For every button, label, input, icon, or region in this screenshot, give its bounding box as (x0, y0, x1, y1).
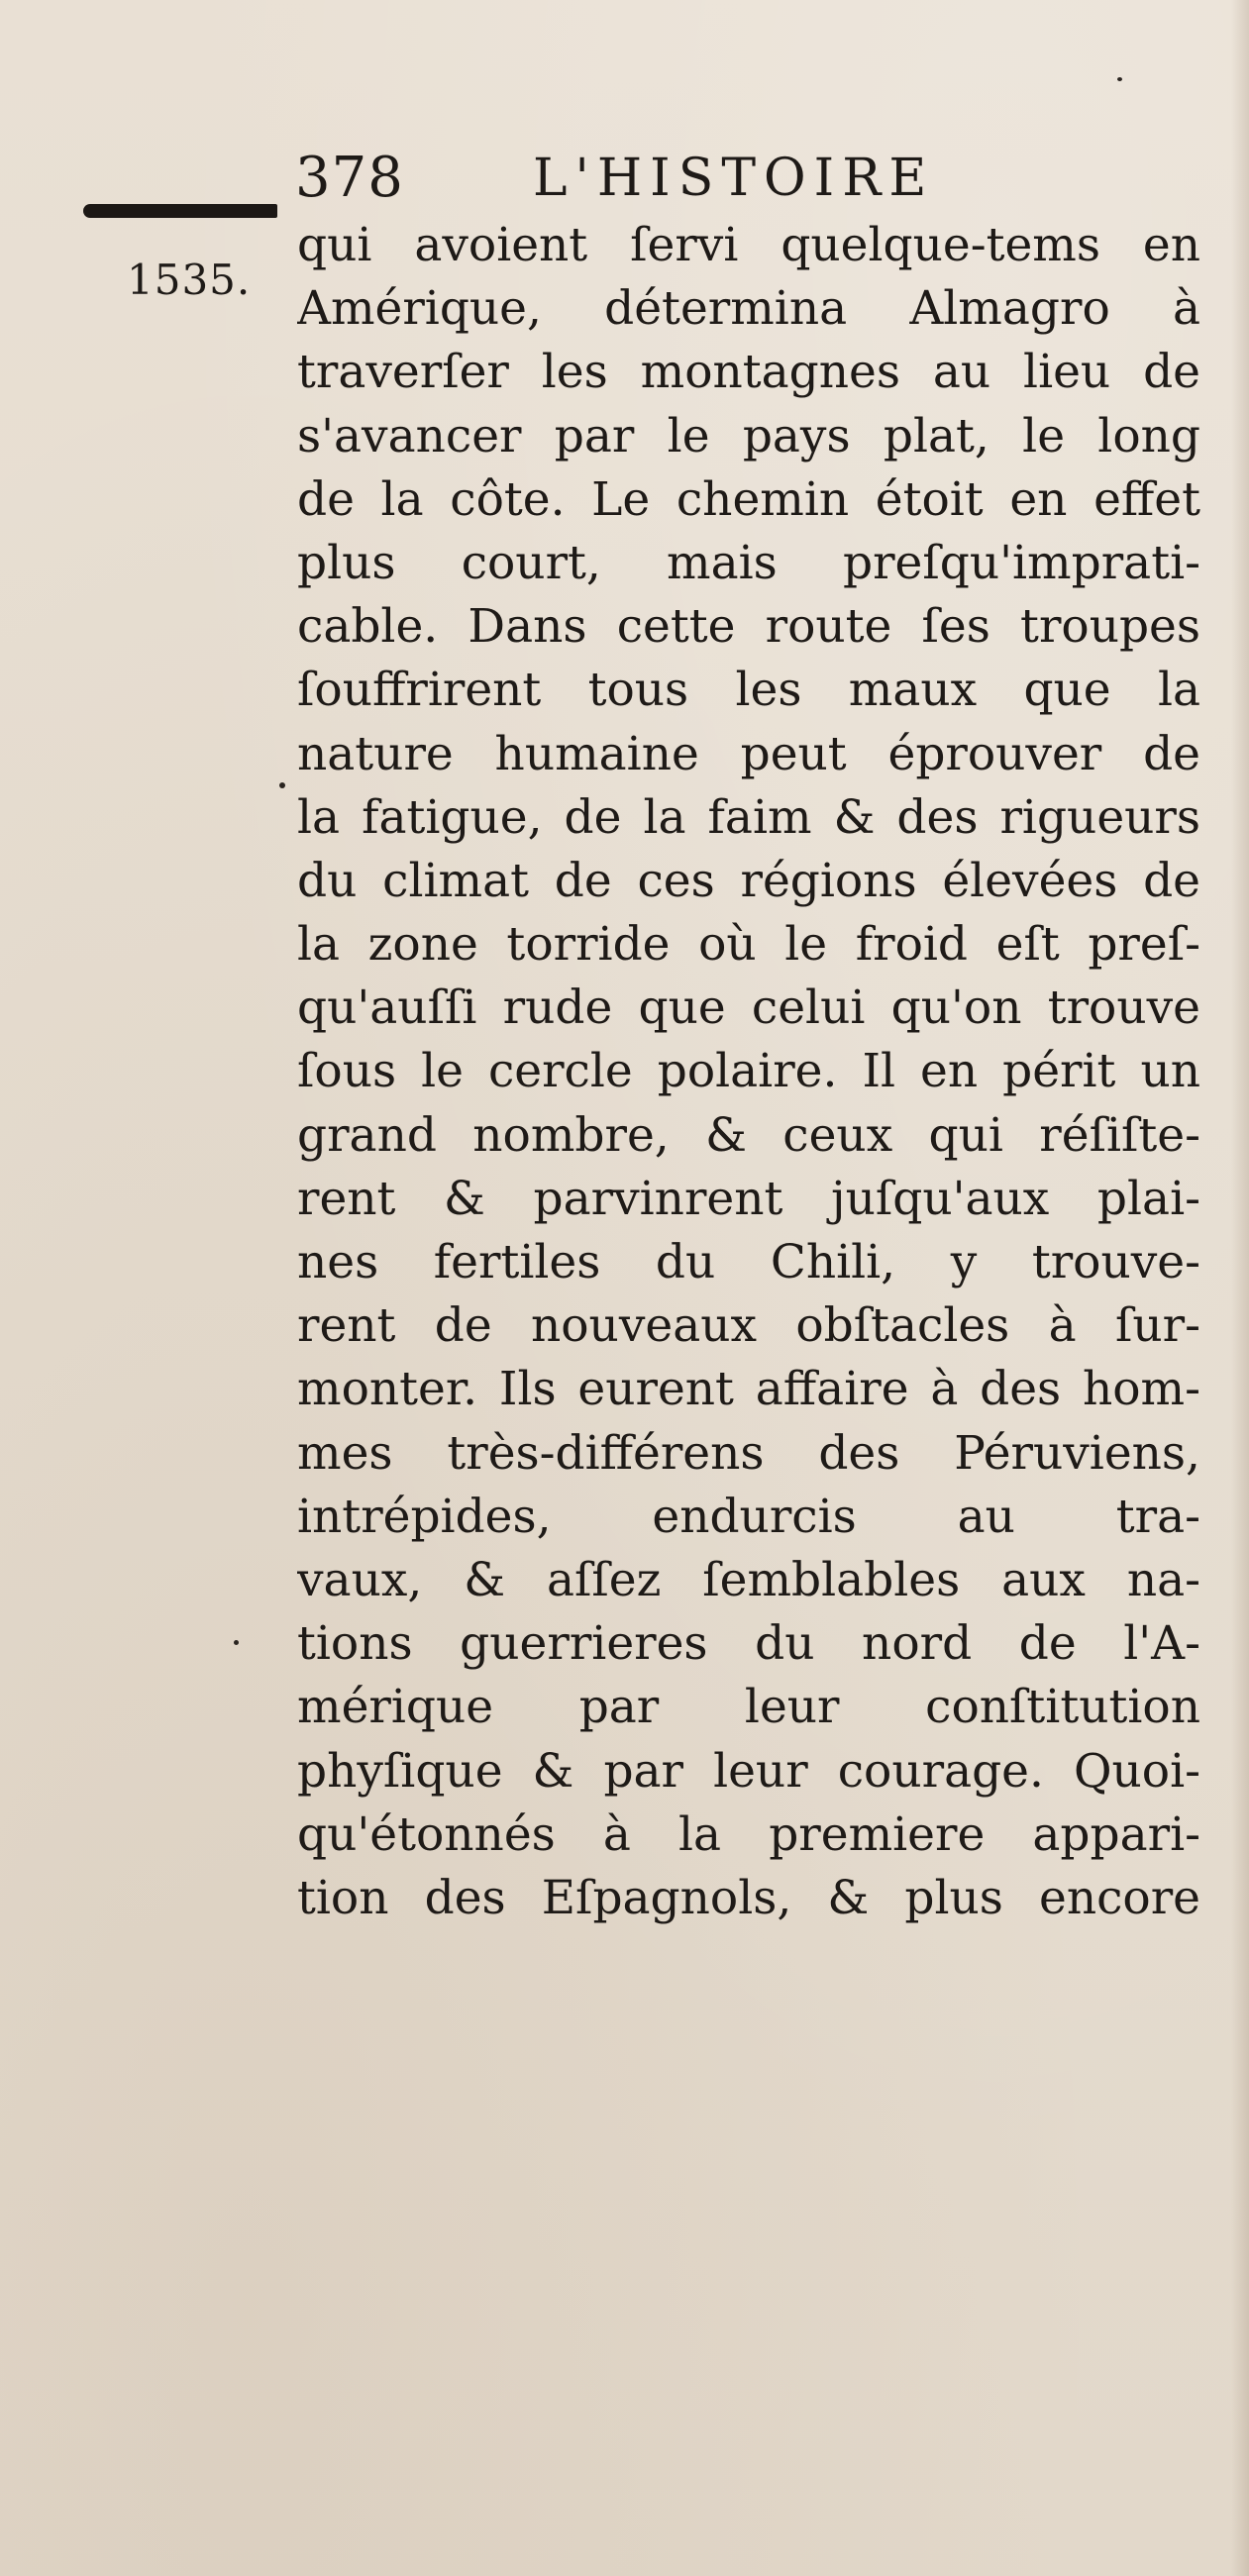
text-line: qu'auſſi rude que celui qu'on trouve (297, 980, 1200, 1036)
text-line: de la côte. Le chemin étoit en effet (297, 471, 1200, 527)
text-line: traverſer les montagnes au lieu de (297, 345, 1200, 400)
body-text (297, 214, 1200, 1930)
text-line: phyſique & par leur courage. Quoi- (297, 1743, 1200, 1799)
margin-speck (1117, 77, 1122, 81)
text-line: ſous le cercle polaire. Il en périt un (297, 1044, 1200, 1099)
text-line: qu'étonnés à la premiere appari- (297, 1806, 1200, 1862)
page-number: 378 (295, 146, 404, 210)
running-title: L'HISTOIRE (533, 149, 935, 208)
text-line: mes très-différens des Péruviens, (297, 1425, 1200, 1481)
page-edge-shadow (1231, 0, 1249, 2576)
margin-year: 1535. (127, 256, 252, 304)
text-line: rent & parvinrent juſqu'aux plai- (297, 1171, 1200, 1226)
text-line: s'avancer par le pays plat, le long (297, 408, 1200, 464)
text-line: cable. Dans cette route ſes troupes (297, 599, 1200, 655)
text-line: monter. Ils eurent affaire à des hom- (297, 1362, 1200, 1417)
text-line: tion des Eſpagnols, & plus encore (297, 1870, 1200, 1925)
text-line: mérique par leur conſtitution (297, 1680, 1200, 1735)
text-line: la fatigue, de la faim & des rigueurs (297, 789, 1200, 845)
text-line: nature humaine peut éprouver de (297, 726, 1200, 781)
text-line: du climat de ces régions élevées de (297, 853, 1200, 908)
text-line: nes fertiles du Chili, y trouve- (297, 1235, 1200, 1289)
header-rule (83, 204, 277, 218)
text-line: Amérique, détermina Almagro à (297, 281, 1200, 337)
margin-speck (234, 1640, 239, 1645)
text-line: grand nombre, & ceux qui réſiſte- (297, 1107, 1200, 1163)
text-line: ſouffrirent tous les maux que la (297, 663, 1200, 718)
text-line: qui avoient ſervi quelque-tems en (297, 218, 1200, 272)
text-line: plus court, mais preſqu'imprati- (297, 535, 1200, 590)
text-line: tions guerrieres du nord de l'A- (297, 1616, 1200, 1672)
text-line: intrépides, endurcis au tra- (297, 1489, 1200, 1544)
page-header (295, 139, 989, 218)
margin-speck (279, 782, 285, 788)
text-line: rent de nouveaux obſtacles à ſur- (297, 1298, 1200, 1354)
text-line: vaux, & aſſez ſemblables aux na- (297, 1552, 1200, 1607)
text-line: la zone torride où le froid eſt preſ- (297, 917, 1200, 973)
